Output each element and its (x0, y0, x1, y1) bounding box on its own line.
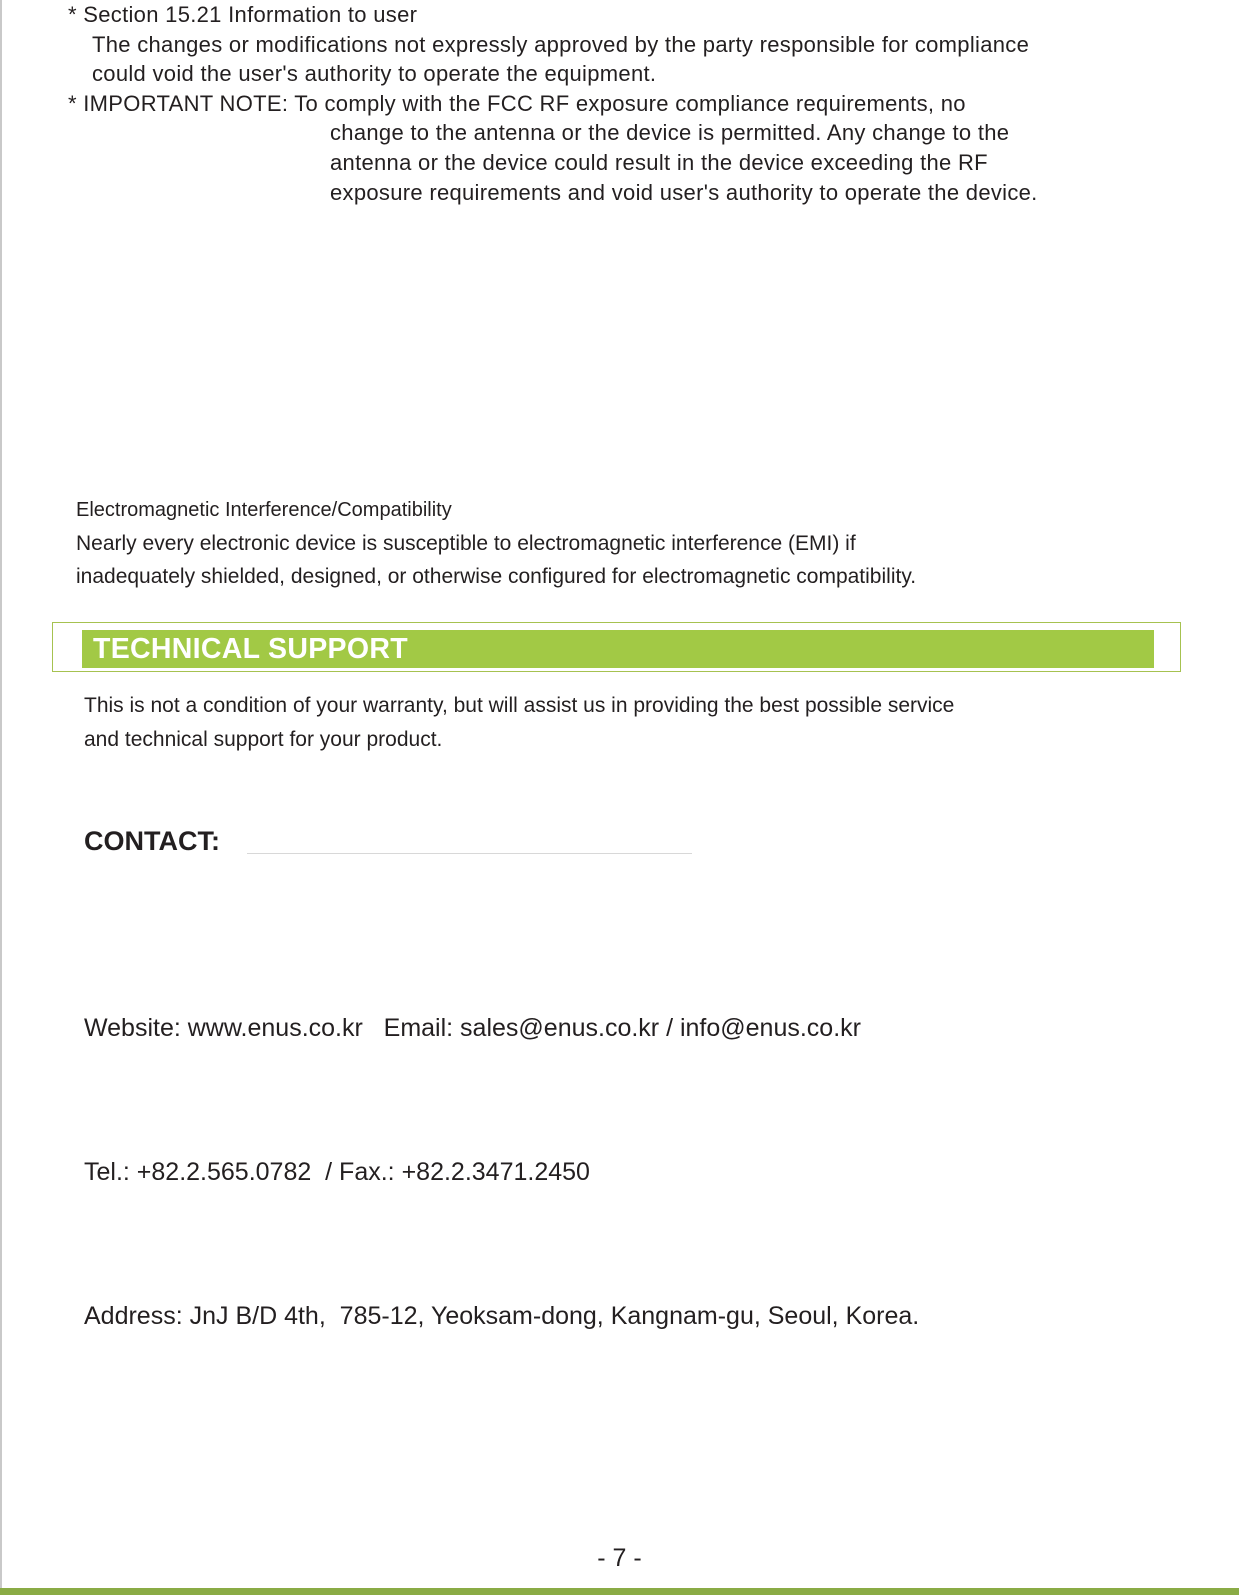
contact-website-email: Website: www.enus.co.kr Email: sales@enus.co.kr / info@enus.co.kr (84, 1014, 861, 1042)
emi-line-2: inadequately shielded, designed, or otherwise configured for electromagnetic compatibility. (76, 565, 917, 588)
section-15-21-line-1: The changes or modifications not expressly approved by the party responsible for compliance (92, 31, 1030, 57)
technical-support-text (84, 689, 954, 757)
contact-address: Address: JnJ B/D 4th, 785-12, Yeoksam-dong, Kangnam-gu, Seoul, Korea. (84, 1302, 920, 1330)
contact-details (84, 908, 919, 1388)
contact-divider (247, 853, 692, 854)
page-number: - 7 - (597, 1544, 642, 1572)
technical-support-line-1: This is not a condition of your warranty, but will assist us in providing the best possible service (84, 694, 955, 717)
important-note-line-1: * IMPORTANT NOTE: To comply with the FCC RF exposure compliance requirements, no (68, 90, 966, 116)
important-note-line-3: antenna or the device could result in the device exceeding the RF (330, 149, 988, 175)
contact-tel-fax: Tel.: +82.2.565.0782 / Fax.: +82.2.3471.2450 (84, 1158, 590, 1186)
important-note-line-4: exposure requirements and void user's authority to operate the device. (330, 179, 1038, 205)
important-note-line-2: change to the antenna or the device is permitted. Any change to the (330, 120, 1010, 146)
technical-support-title: TECHNICAL SUPPORT (93, 633, 408, 665)
page-left-border (0, 0, 2, 1595)
emi-section (76, 494, 916, 593)
fcc-notice (68, 0, 1038, 207)
emi-line-1: Nearly every electronic device is susceptible to electromagnetic interference (EMI) if (76, 532, 856, 555)
section-15-21-line-2: could void the user's authority to operate the equipment. (92, 61, 657, 87)
technical-support-line-2: and technical support for your product. (84, 728, 443, 751)
contact-heading: CONTACT: (84, 826, 220, 856)
emi-title: Electromagnetic Interference/Compatibility (76, 499, 452, 521)
section-15-21-heading: * Section 15.21 Information to user (68, 2, 418, 27)
footer-bar (0, 1588, 1239, 1595)
